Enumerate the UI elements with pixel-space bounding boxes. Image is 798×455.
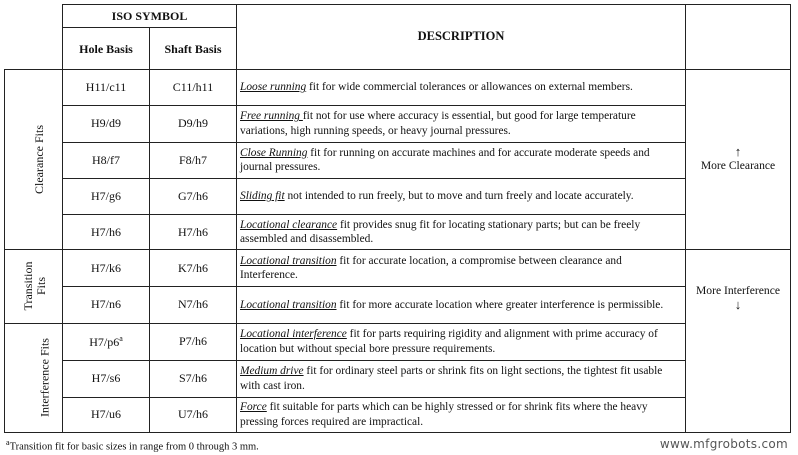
interference-group-text: Interference Fits (37, 338, 52, 418)
table-row (5, 249, 791, 286)
footnote-marker: a (119, 333, 123, 343)
shaft-symbol: K7/h6 (150, 249, 237, 286)
fit-term: Locational transition (240, 298, 337, 311)
fit-description (237, 106, 686, 142)
fit-description (237, 142, 686, 178)
fit-term: Close Running (240, 146, 308, 159)
table-row (5, 69, 791, 105)
shaft-symbol: G7/h6 (150, 179, 237, 215)
table-row (5, 397, 791, 432)
fit-description (237, 361, 686, 397)
fit-term: Locational transition (240, 254, 337, 267)
hole-symbol: H7/n6 (63, 287, 150, 323)
shaft-symbol: U7/h6 (150, 397, 237, 432)
fit-text: fit not for use where accuracy is essential, but good for large temperature variations, high running speeds, or heavy journal pressures. (240, 110, 636, 137)
shaft-symbol: N7/h6 (150, 287, 237, 323)
fit-text: fit for wide commercial tolerances or allowances on external members. (306, 81, 633, 94)
fit-description (237, 179, 686, 215)
hole-symbol: H7/h6 (63, 215, 150, 249)
iso-fits-table (4, 4, 791, 433)
shaft-symbol: D9/h9 (150, 106, 237, 142)
more-interference-label: More Interference (696, 283, 780, 297)
table-row (5, 323, 791, 360)
table-row (5, 179, 791, 215)
description-header: DESCRIPTION (237, 5, 686, 70)
table-row (5, 215, 791, 249)
header-row-1 (5, 5, 791, 28)
footnote-text: Transition fit for basic sizes in range from 0 through 3 mm. (9, 441, 259, 453)
fit-description (237, 215, 686, 249)
fit-description (237, 287, 686, 323)
hole-symbol: H9/d9 (63, 106, 150, 142)
shaft-basis-label: Shaft Basis (164, 41, 222, 56)
table-row (5, 142, 791, 178)
fit-text: not intended to run freely, but to move and turn freely and locate accurately. (284, 190, 634, 203)
corner-cell (5, 5, 63, 70)
fit-description (237, 249, 686, 286)
interference-group-label (5, 323, 63, 432)
watermark: www.mfgrobots.com (659, 437, 788, 451)
hole-symbol: H11/c11 (63, 69, 150, 105)
hole-symbol: H7/u6 (63, 397, 150, 432)
hole-symbol: H7/g6 (63, 179, 150, 215)
fit-text: fit for parts requiring rigidity and alignment with prime accuracy of location but without special bore pressure requirements. (240, 328, 658, 355)
hole-symbol: H7/k6 (63, 249, 150, 286)
table-row (5, 287, 791, 323)
more-clearance-label: More Clearance (700, 159, 776, 173)
footnote-marker: a (6, 438, 10, 447)
more-clearance-cell (686, 69, 791, 249)
table-row (5, 361, 791, 397)
footnote (6, 438, 259, 453)
fit-term: Locational clearance (240, 218, 338, 231)
shaft-basis-header (150, 28, 237, 69)
transition-group-label (5, 249, 63, 323)
fit-text: fit for accurate location, a compromise between clearance and Interference. (240, 254, 622, 282)
shaft-symbol: C11/h11 (150, 69, 237, 105)
hole-symbol: H7/s6 (63, 361, 150, 397)
hole-symbol-text: H7/p6 (89, 334, 120, 349)
hole-symbol: H8/f7 (63, 142, 150, 178)
clearance-group-label (5, 69, 63, 249)
fit-text: fit for more accurate location where greater interference is permissible. (336, 298, 664, 311)
hole-basis-label: Hole Basis (79, 41, 133, 56)
fit-description (237, 397, 686, 432)
fit-term: Free running (240, 110, 303, 123)
fit-term: Force (240, 401, 267, 414)
shaft-symbol: S7/h6 (150, 361, 237, 397)
hole-symbol (63, 323, 150, 360)
down-arrow-icon: ↓ (734, 296, 742, 312)
hole-basis-header (63, 28, 150, 69)
fit-text: fit suitable for parts which can be highly stressed or for shrink fits where the heavy pressing forces required are impractical. (240, 401, 648, 428)
iso-symbol-header: ISO SYMBOL (63, 5, 237, 28)
fit-text: fit for running on accurate machines and for accurate moderate speeds and journal pressures. (240, 146, 650, 174)
fit-term: Locational interference (240, 328, 347, 341)
table-row (5, 106, 791, 142)
fit-description (237, 323, 686, 360)
more-interference-cell (686, 249, 791, 432)
fit-term: Medium drive (240, 365, 304, 378)
fit-text: fit for ordinary steel parts or shrink fits on light sections, the tightest fit usable with cast iron. (240, 365, 663, 392)
up-arrow-icon: ↑ (734, 144, 742, 160)
fit-description (237, 69, 686, 105)
shaft-symbol: H7/h6 (150, 215, 237, 249)
clearance-group-text: Clearance Fits (31, 124, 46, 194)
fit-term: Sliding fit (240, 190, 285, 203)
fit-text: fit provides snug fit for locating stationary parts; but can be freely assembled and disassembled. (240, 218, 641, 246)
range-header-cell (686, 5, 791, 70)
fit-term: Loose running (240, 81, 307, 94)
shaft-symbol: F8/h7 (150, 142, 237, 178)
shaft-symbol: P7/h6 (150, 323, 237, 360)
transition-group-text: Transition Fits (21, 261, 48, 311)
